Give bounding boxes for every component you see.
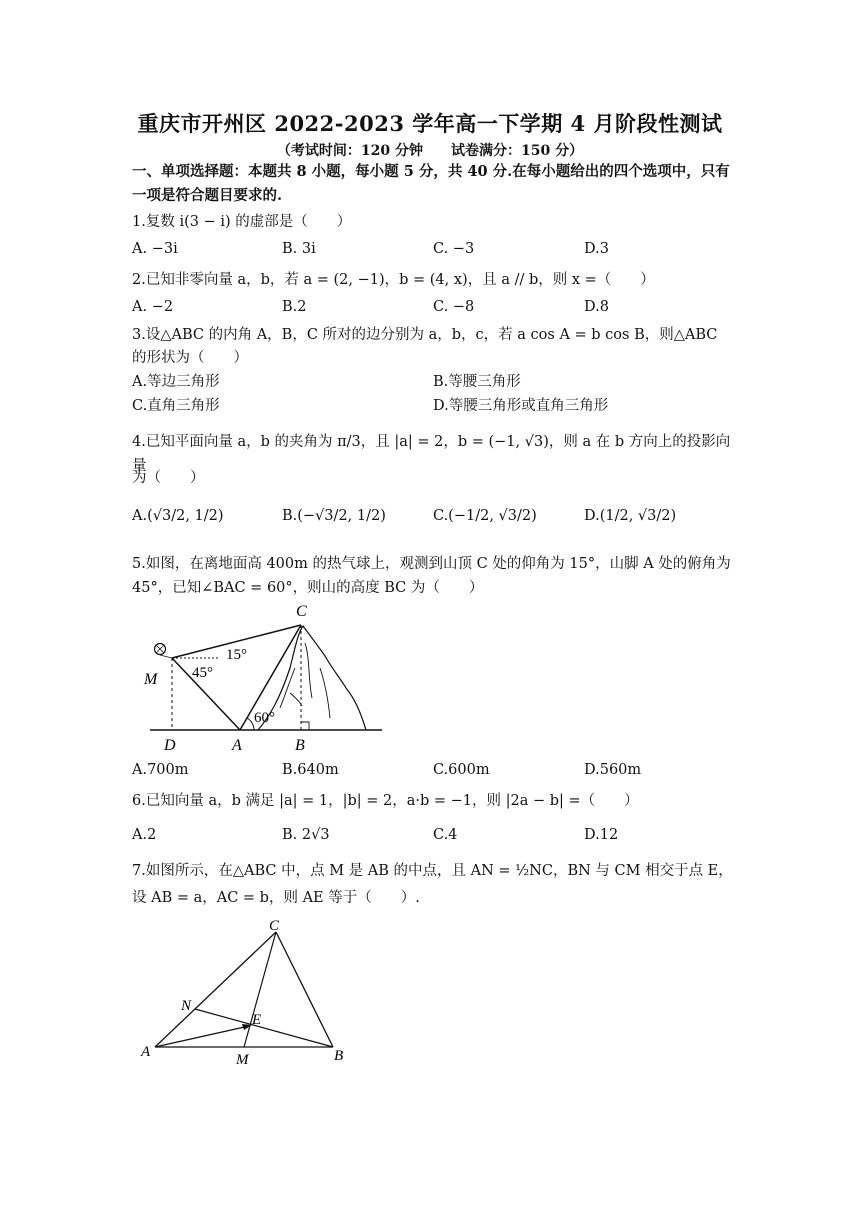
option-a: A.2 [132,827,157,843]
question-1-options [132,241,732,265]
question-5-options [132,762,732,786]
label-60-degrees: 60° [254,710,275,726]
question-2-options [132,299,732,323]
option-c: C.直角三角形 [132,398,220,414]
mountain-shading [280,643,330,718]
arrowhead-icon [242,1024,252,1030]
side-cb [276,932,333,1047]
option-b: B.(−√3/2, 1/2) [282,508,386,524]
option-d: D.等腰三角形或直角三角形 [433,398,609,414]
balloon-mountain-figure [140,598,390,758]
question-1-stem: 1.复数 i(3 − i) 的虚部是（ ） [132,214,352,230]
question-5-line-1: 5.如图，在离地面高 400m 的热气球上，观测到山顶 C 处的仰角为 15°，山脚 A 处的俯角为 [132,556,731,572]
option-c: C.4 [433,827,458,843]
option-c: C. −8 [433,299,475,315]
side-ac [155,932,276,1047]
question-6-stem: 6.已知向量 a，b 满足 |a| = 1，|b| = 2，a·b = −1，则 |2a − b| =（ ） [132,793,639,809]
label-e: E [252,1012,262,1028]
label-45-degrees: 45° [192,665,213,681]
option-b: B.640m [282,762,339,778]
option-a: A.700m [132,762,189,778]
option-d: D.8 [584,299,609,315]
balloon-icon [155,644,173,659]
option-b: B.等腰三角形 [433,374,521,390]
option-d: D.12 [584,827,619,843]
question-3-options-row-1 [132,370,732,394]
label-a: A [232,737,242,754]
label-m: M [236,1052,249,1068]
question-7-line-2: 设 AB = a，AC = b，则 AE 等于（ ）. [132,890,420,906]
segment-bn [195,1009,333,1047]
option-b: B. 2√3 [282,827,330,843]
section-heading-line-1: 一、单项选择题：本题共 8 小题，每小题 5 分，共 40 分.在每小题给出的四个选项中，只有 [132,163,730,180]
label-15-degrees: 15° [226,647,247,663]
option-d: D.560m [584,762,642,778]
section-heading-line-2: 一项是符合题目要求的. [132,187,283,204]
label-b: B [295,737,305,754]
question-6-options [132,827,732,851]
option-d: D.3 [584,241,609,257]
option-c: C.(−1/2, √3/2) [433,508,537,524]
question-3-line-1: 3.设△ABC 的内角 A，B，C 所对的边分别为 a，b，c，若 a cos A = b cos B，则△ABC [132,327,718,343]
option-c: C.600m [433,762,490,778]
right-angle-mark [301,722,309,730]
page-title: 重庆市开州区 2022-2023 学年高一下学期 4 月阶段性测试 [137,111,723,136]
option-a: A.等边三角形 [132,374,220,390]
label-c: C [269,918,280,934]
question-4-line-2: 为（ ） [132,470,205,486]
option-a: A. −3i [132,241,178,257]
question-3-line-2: 的形状为（ ） [132,350,248,366]
question-7-line-1: 7.如图所示，在△ABC 中，点 M 是 AB 的中点，且 AN = ½NC，BN 与 CM 相交于点 E， [132,863,733,879]
label-m: M [144,671,158,688]
label-d: D [164,737,176,754]
label-c: C [296,603,307,620]
label-n: N [181,998,192,1014]
option-a: A.(√3/2, 1/2) [132,508,224,524]
option-b: B. 3i [282,241,316,257]
vector-ae [155,1026,249,1047]
question-5-line-2: 45°，已知∠BAC = 60°，则山的高度 BC 为（ ） [132,580,484,596]
option-b: B.2 [282,299,307,315]
question-3-options-row-2 [132,394,732,418]
triangle-abc-figure [138,918,358,1068]
question-4-options [132,508,732,538]
angle-arc-a [247,718,254,730]
question-4-line-1: 4.已知平面向量 a，b 的夹角为 π/3，且 |a| = 2，b = (−1, √3)，则 a 在 b 方向上的投影向量 [132,434,731,474]
label-a: A [141,1044,151,1060]
question-2-stem: 2.已知非零向量 a，b，若 a = (2, −1)，b = (4, x)，且 a // b，则 x =（ ） [132,272,655,288]
option-a: A. −2 [132,299,174,315]
label-b: B [334,1048,344,1064]
option-d: D.(1/2, √3/2) [584,508,677,524]
option-c: C. −3 [433,241,475,257]
exam-info: （考试时间：120 分钟 试卷满分：150 分） [276,143,584,159]
